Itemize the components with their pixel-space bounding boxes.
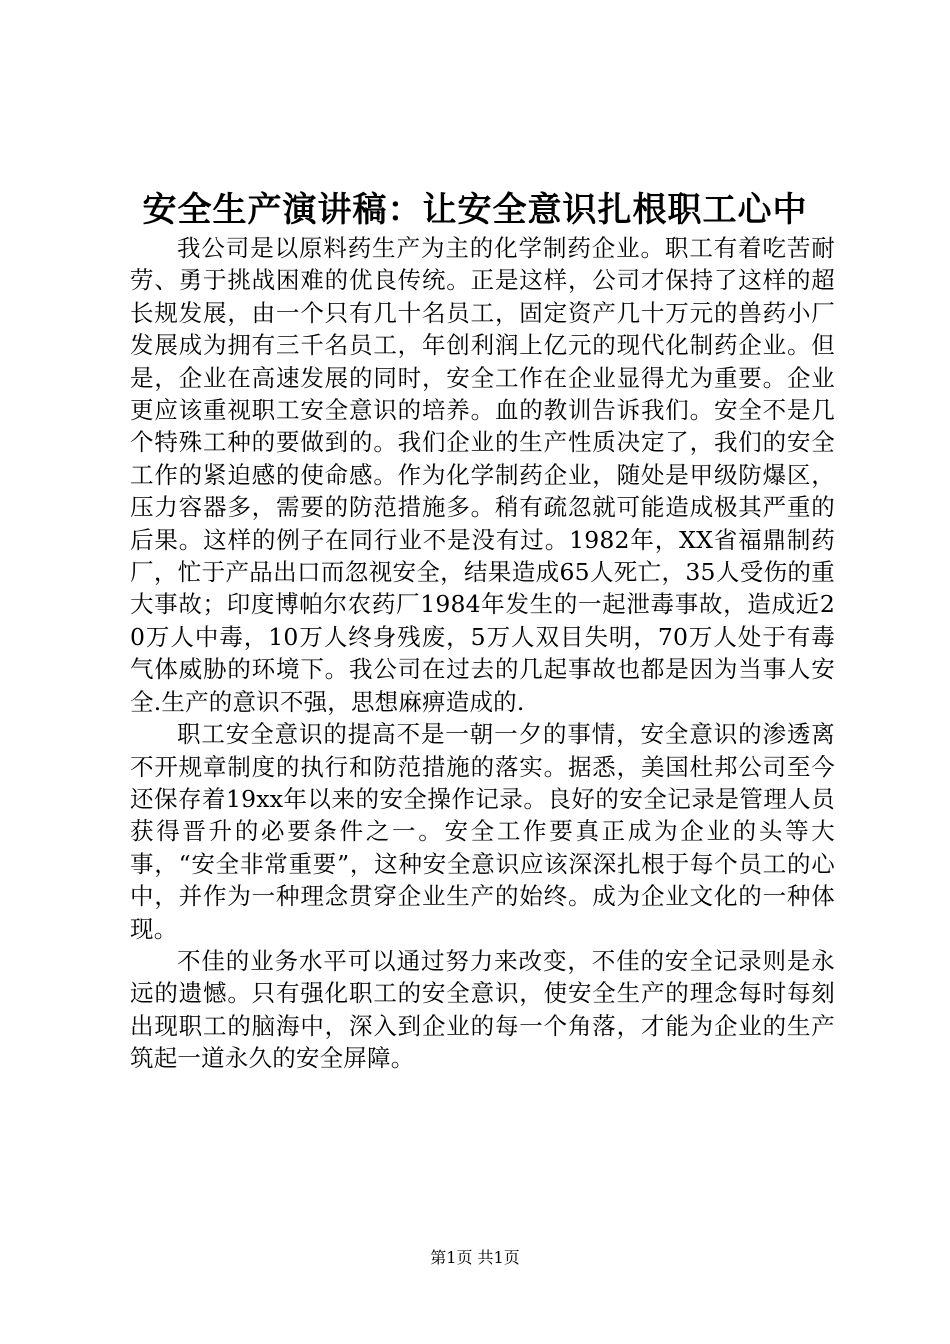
document-body	[130, 232, 835, 1075]
page-number-footer: 第1页 共1页	[430, 1248, 520, 1267]
paragraph-3: 不佳的业务水平可以通过努力来改变，不佳的安全记录则是永远的遗憾。只有强化职工的安全意识，使安全生产的理念每时每刻出现职工的脑海中，深入到企业的每一个角落，才能为企业的生产筑起一道永久的安全屏障。	[130, 946, 835, 1073]
document-title: 安全生产演讲稿：让安全意识扎根职工心中	[142, 190, 808, 230]
paragraph-1: 我公司是以原料药生产为主的化学制药企业。职工有着吃苦耐劳、勇于挑战困难的优良传统。正是这样，公司才保持了这样的超长规发展，由一个只有几十名员工，固定资产几十万元的兽药小厂发展成为拥有三千名员工，年创利润上亿元的现代化制药企业。但是，企业在高速发展的同时，安全工作在企业显得尤为重要。企业更应该重视职工安全意识的培养。血的教训告诉我们。安全不是几个特殊工种的要做到的。我们企业的生产性质决定了，我们的安全工作的紧迫感的使命感。作为化学制药企业，随处是甲级防爆区，压力容器多，需要的防范措施多。稍有疏忽就可能造成极其严重的后果。这样的例子在同行业不是没有过。1982年，XX省福鼎制药厂，忙于产品出口而忽视安全，结果造成65人死亡，35人受伤的重大事故；印度博帕尔农药厂1984年发生的一起泄毒事故，造成近20万人中毒，10万人终身残废，5万人双目失明，70万人处于有毒气体威胁的环境下。我公司在过去的几起事故也都是因为当事人安全.生产的意识不强，思想麻痹造成的.	[130, 234, 835, 716]
paragraph-2: 职工安全意识的提高不是一朝一夕的事情，安全意识的渗透离不开规章制度的执行和防范措施的落实。据悉，美国杜邦公司至今还保存着19xx年以来的安全操作记录。良好的安全记录是管理人员获得晋升的必要条件之一。安全工作要真正成为企业的头等大事，“安全非常重要”，这种安全意识应该深深扎根于每个员工的心中，并作为一种理念贯穿企业生产的始终。成为企业文化的一种体现。	[130, 720, 835, 943]
